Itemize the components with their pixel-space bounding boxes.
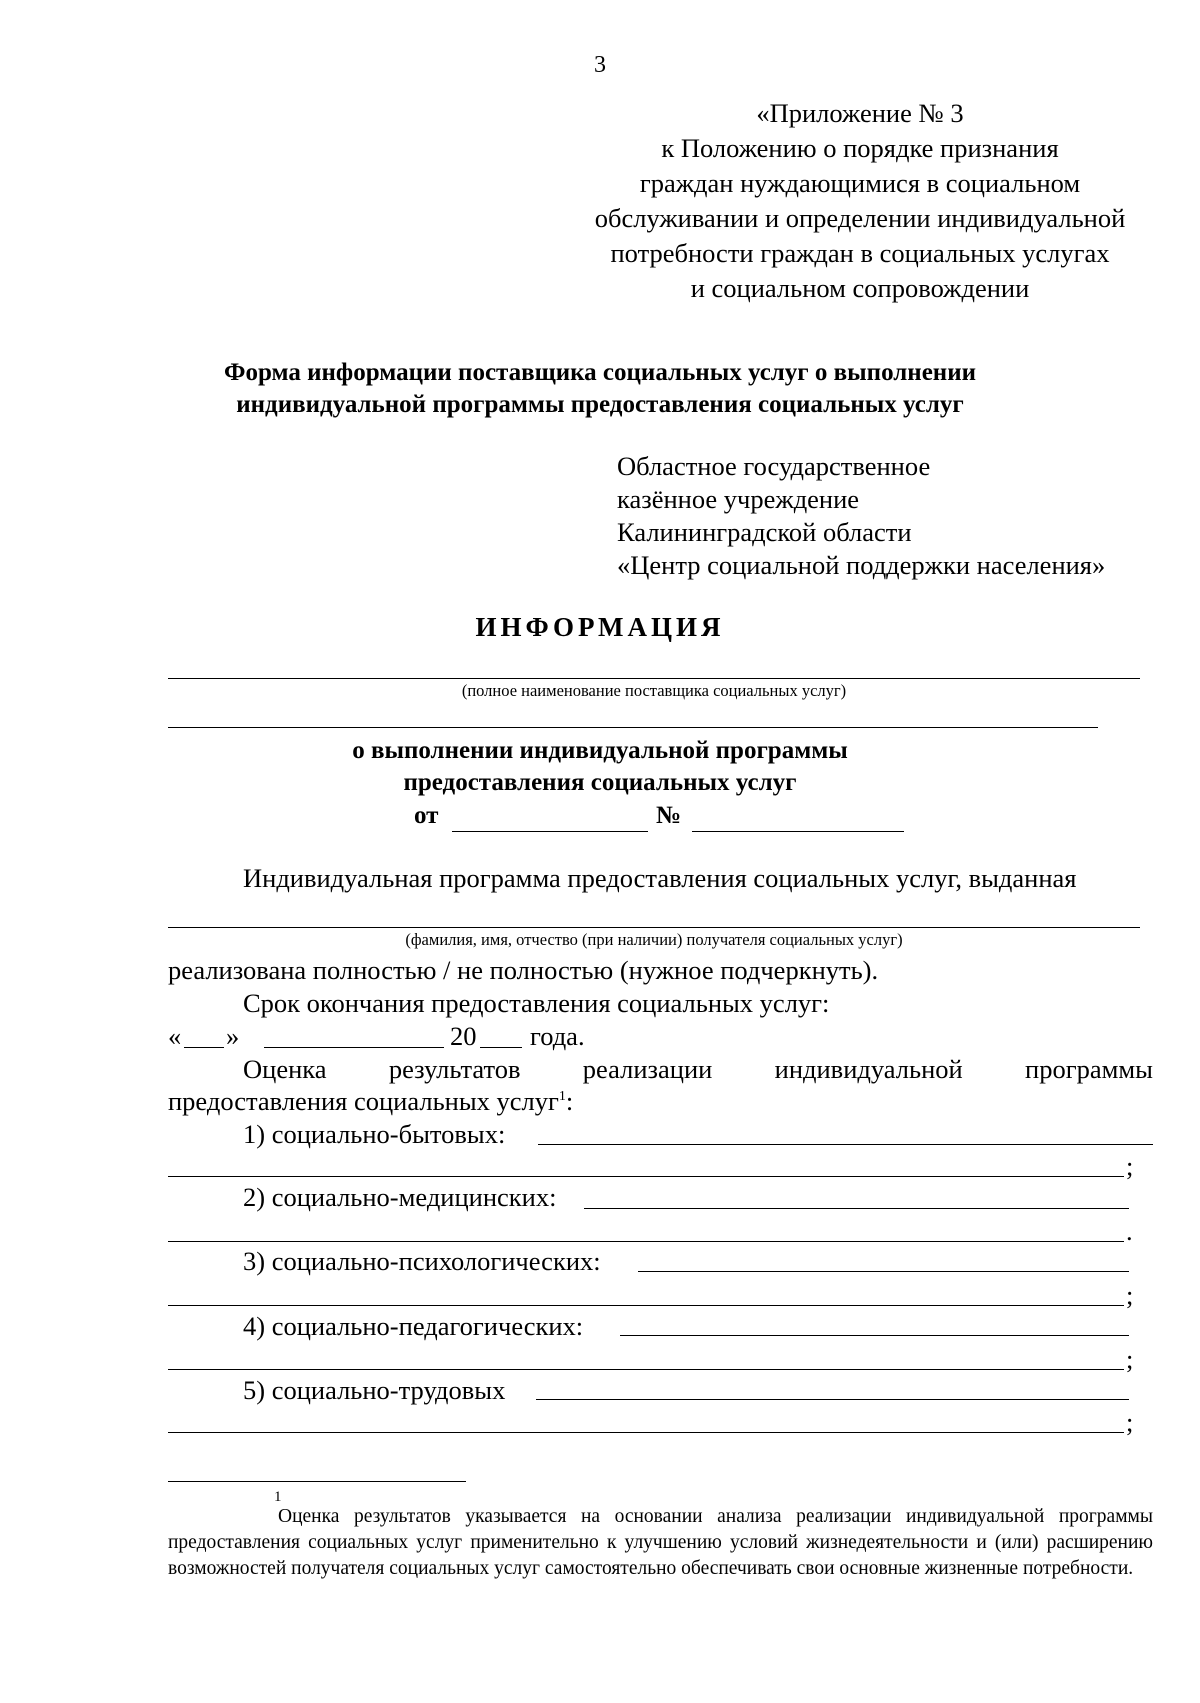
item-social-household-field[interactable] xyxy=(538,1144,1153,1145)
appendix-line: обслуживании и определении индивидуальной xyxy=(594,203,1126,233)
recipient-name-field[interactable] xyxy=(168,927,1140,928)
date-open-quote: « xyxy=(168,1021,182,1051)
organization-line: «Центр социальной поддержки населения» xyxy=(617,550,1106,580)
item-end-mark: ; xyxy=(1126,1280,1134,1310)
subtitle-line-2: предоставления социальных услуг xyxy=(403,769,797,796)
recipient-name-caption: (фамилия, имя, отчество (при наличии) получателя социальных услуг) xyxy=(405,930,903,949)
provider-name-field-2[interactable] xyxy=(168,727,1098,728)
date-month-field[interactable] xyxy=(264,1047,444,1048)
appendix-line: к Положению о порядке признания xyxy=(661,133,1059,163)
item-social-pedagogical-label: 4) социально-педагогических: xyxy=(243,1311,584,1341)
item-end-mark: ; xyxy=(1126,1344,1134,1374)
evaluation-word: индивидуальной xyxy=(774,1054,963,1084)
item-end-mark: ; xyxy=(1126,1151,1134,1181)
form-title xyxy=(150,357,1050,421)
organization-line: казённое учреждение xyxy=(617,484,860,514)
item-social-labor-label: 5) социально-трудовых xyxy=(243,1375,506,1405)
evaluation-word: программы xyxy=(1025,1054,1153,1084)
implemented-text: реализована полностью / не полностью (нужное подчеркнуть). xyxy=(168,955,879,985)
appendix-line: и социальном сопровождении xyxy=(690,273,1030,303)
item-social-psychological-field[interactable] xyxy=(638,1271,1129,1272)
program-date-field[interactable] xyxy=(452,831,648,832)
footnote-text: Оценка результатов указывается на основании анализа реализации индивидуальной программы предоставления социальных услуг применительно к улучшению условий жизнедеятельности и (или) расширению возможностей получателя социальных услуг самостоятельно обеспечивать свои основные жизненные потребности. xyxy=(168,1506,1153,1579)
item-social-pedagogical-field[interactable] xyxy=(620,1335,1129,1336)
item-social-labor-field-2[interactable] xyxy=(168,1432,1124,1433)
appendix-line: «Приложение № 3 xyxy=(756,98,964,128)
program-number-field[interactable] xyxy=(692,831,904,832)
item-social-labor-field[interactable] xyxy=(536,1399,1129,1400)
item-social-medical-field-2[interactable] xyxy=(168,1241,1124,1242)
subtitle-line-1: о выполнении индивидуальной программы xyxy=(352,737,848,764)
appendix-header xyxy=(560,96,1160,306)
footnote-marker: 1 xyxy=(274,1489,282,1505)
appendix-line: граждан нуждающимися в социальном xyxy=(639,168,1081,198)
footnote-separator xyxy=(168,1481,466,1482)
form-title-line: индивидуальной программы предоставления социальных услуг xyxy=(236,391,964,418)
organization-line: Областное государственное xyxy=(617,451,931,481)
item-social-household-field-2[interactable] xyxy=(168,1176,1124,1177)
end-date-label: Срок окончания предоставления социальных услуг: xyxy=(243,988,830,1018)
provider-name-field[interactable] xyxy=(168,678,1140,679)
from-label: от xyxy=(414,802,439,829)
item-social-household-label: 1) социально-бытовых: xyxy=(243,1119,506,1149)
date-year-field[interactable] xyxy=(480,1047,522,1048)
form-title-line: Форма информации поставщика социальных услуг о выполнении xyxy=(223,359,976,386)
evaluation-word: реализации xyxy=(582,1054,713,1084)
appendix-line: потребности граждан в социальных услугах xyxy=(610,238,1110,268)
item-end-mark: ; xyxy=(1126,1407,1134,1437)
evaluation-line-1 xyxy=(243,1054,1153,1085)
number-label: № xyxy=(656,802,682,829)
evaluation-colon: : xyxy=(565,1086,574,1116)
item-social-psychological-field-2[interactable] xyxy=(168,1305,1124,1306)
date-year-prefix: 20 xyxy=(450,1021,477,1051)
item-end-mark: . xyxy=(1126,1216,1133,1246)
footnote-reference[interactable]: 1 xyxy=(558,1089,566,1105)
item-social-medical-label: 2) социально-медицинских: xyxy=(243,1182,557,1212)
provider-name-caption: (полное наименование поставщика социальных услуг) xyxy=(461,681,847,700)
page-number: 3 xyxy=(594,52,606,78)
evaluation-word: Оценка xyxy=(243,1054,327,1084)
info-heading: ИНФОРМАЦИЯ xyxy=(475,612,725,642)
organization-line: Калининградской области xyxy=(617,517,912,547)
organization-block xyxy=(617,450,1105,582)
item-social-medical-field[interactable] xyxy=(584,1208,1129,1209)
date-year-suffix: года. xyxy=(530,1021,585,1051)
date-day-field[interactable] xyxy=(184,1047,224,1048)
date-close-quote: » xyxy=(226,1021,240,1051)
evaluation-word: результатов xyxy=(388,1054,521,1084)
evaluation-text: предоставления социальных услуг xyxy=(168,1086,559,1116)
item-social-pedagogical-field-2[interactable] xyxy=(168,1369,1124,1370)
item-social-psychological-label: 3) социально-психологических: xyxy=(243,1246,601,1276)
evaluation-line-2 xyxy=(168,1086,573,1117)
program-issued-text: Индивидуальная программа предоставления социальных услуг, выданная xyxy=(243,863,1077,893)
